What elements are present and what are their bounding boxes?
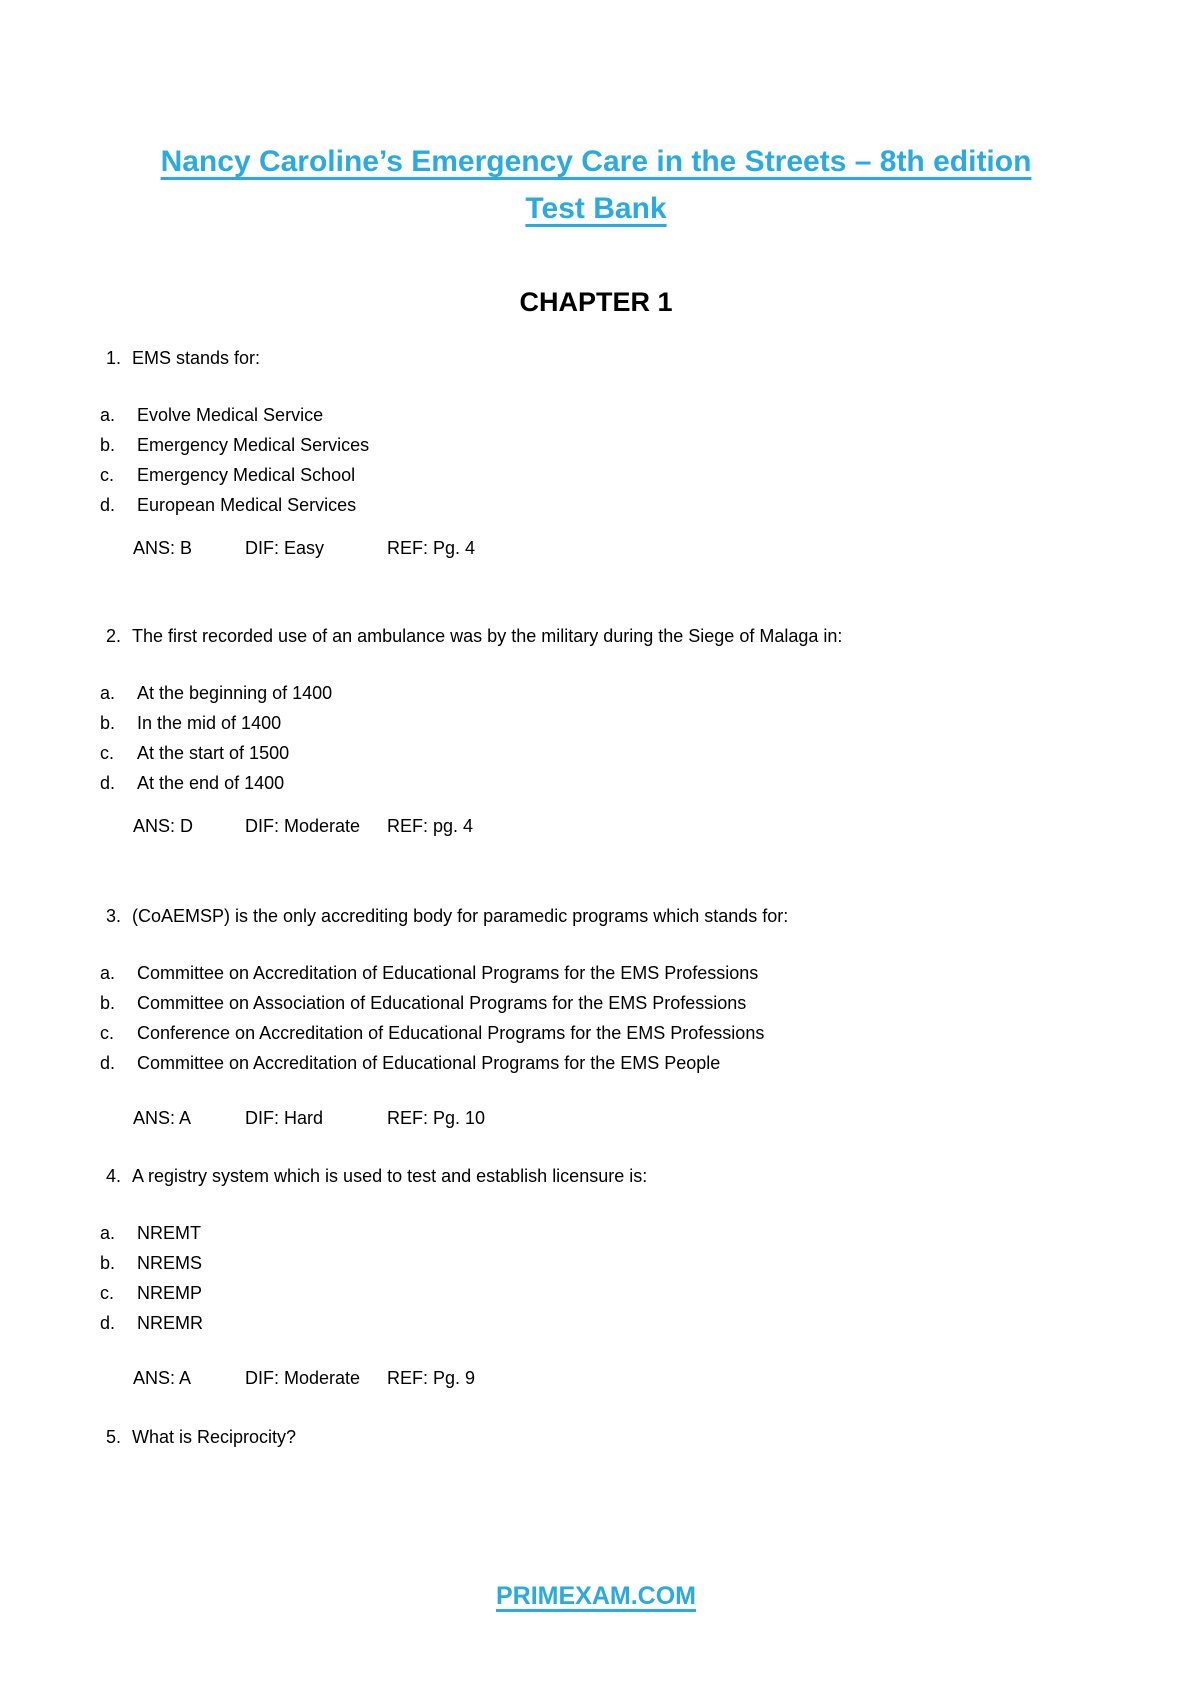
option-row bbox=[0, 708, 1192, 738]
option-letter: b. bbox=[100, 1253, 116, 1273]
option-text: NREMP bbox=[137, 1283, 203, 1303]
option-row bbox=[0, 988, 1192, 1018]
answer-ref: REF: Pg. 9 bbox=[387, 1368, 476, 1388]
option-text: NREMR bbox=[137, 1313, 203, 1333]
option-letter: d. bbox=[100, 1313, 116, 1333]
option-row bbox=[0, 1048, 1192, 1078]
question-text-body: (CoAEMSP) is the only accrediting body for paramedic programs which stands for: bbox=[132, 906, 789, 926]
answer-line bbox=[0, 1106, 1192, 1130]
option-row bbox=[0, 1218, 1192, 1248]
question-text bbox=[0, 1425, 1192, 1449]
option-text: Emergency Medical Services bbox=[137, 435, 370, 455]
option-letter: d. bbox=[100, 495, 116, 515]
question-1 bbox=[0, 346, 1192, 560]
option-row bbox=[0, 400, 1192, 430]
options-list bbox=[0, 958, 1192, 1078]
question-text-body: What is Reciprocity? bbox=[132, 1427, 297, 1447]
option-letter: b. bbox=[100, 435, 116, 455]
answer-ref: REF: Pg. 10 bbox=[387, 1108, 486, 1128]
title-line-2: Test Bank bbox=[525, 192, 667, 225]
answer-ref: REF: pg. 4 bbox=[387, 816, 474, 836]
page-footer bbox=[0, 1582, 1192, 1611]
option-row bbox=[0, 1018, 1192, 1048]
option-row bbox=[0, 430, 1192, 460]
option-text: Committee on Accreditation of Educational Programs for the EMS People bbox=[137, 1053, 721, 1073]
option-text: Committee on Accreditation of Educational Programs for the EMS Professions bbox=[137, 963, 759, 983]
option-row bbox=[0, 958, 1192, 988]
answer-ans: ANS: A bbox=[133, 1368, 192, 1388]
question-number: 4. bbox=[106, 1166, 122, 1186]
answer-line bbox=[0, 536, 1192, 560]
question-2 bbox=[0, 624, 1192, 838]
option-letter: d. bbox=[100, 1053, 116, 1073]
option-row bbox=[0, 1248, 1192, 1278]
options-list bbox=[0, 678, 1192, 798]
option-letter: b. bbox=[100, 993, 116, 1013]
options-list bbox=[0, 1218, 1192, 1338]
option-text: NREMS bbox=[137, 1253, 203, 1273]
question-number: 2. bbox=[106, 626, 122, 646]
answer-ans: ANS: B bbox=[133, 538, 193, 558]
option-text: At the end of 1400 bbox=[137, 773, 285, 793]
option-letter: a. bbox=[100, 405, 116, 425]
options-list bbox=[0, 400, 1192, 520]
question-text bbox=[0, 1164, 1192, 1188]
answer-dif: DIF: Hard bbox=[245, 1108, 324, 1128]
answer-dif: DIF: Moderate bbox=[245, 816, 361, 836]
option-text: NREMT bbox=[137, 1223, 201, 1243]
answer-line bbox=[0, 1366, 1192, 1390]
option-text: In the mid of 1400 bbox=[137, 713, 282, 733]
option-letter: c. bbox=[100, 1283, 115, 1303]
option-text: Committee on Association of Educational Programs for the EMS Professions bbox=[137, 993, 747, 1013]
option-letter: a. bbox=[100, 963, 116, 983]
option-row bbox=[0, 738, 1192, 768]
option-text: Conference on Accreditation of Educational Programs for the EMS Professions bbox=[137, 1023, 765, 1043]
option-letter: c. bbox=[100, 1023, 115, 1043]
answer-dif: DIF: Moderate bbox=[245, 1368, 361, 1388]
option-row bbox=[0, 1308, 1192, 1338]
answer-line bbox=[0, 814, 1192, 838]
option-row bbox=[0, 678, 1192, 708]
option-text: Evolve Medical Service bbox=[137, 405, 324, 425]
footer-link[interactable]: PRIMEXAM.COM bbox=[496, 1582, 696, 1610]
question-text bbox=[0, 346, 1192, 370]
option-row bbox=[0, 460, 1192, 490]
answer-ans: ANS: A bbox=[133, 1108, 192, 1128]
option-letter: c. bbox=[100, 465, 115, 485]
question-text bbox=[0, 904, 1192, 928]
answer-ref: REF: Pg. 4 bbox=[387, 538, 476, 558]
question-text-body: EMS stands for: bbox=[132, 348, 261, 368]
option-text: European Medical Services bbox=[137, 495, 357, 515]
option-text: At the beginning of 1400 bbox=[137, 683, 333, 703]
option-letter: a. bbox=[100, 1223, 116, 1243]
chapter-heading: CHAPTER 1 bbox=[519, 287, 673, 317]
option-text: Emergency Medical School bbox=[137, 465, 356, 485]
option-row bbox=[0, 490, 1192, 520]
option-letter: d. bbox=[100, 773, 116, 793]
option-row bbox=[0, 768, 1192, 798]
title-line-1: Nancy Caroline’s Emergency Care in the Streets – 8th edition bbox=[160, 145, 1032, 178]
question-5 bbox=[0, 1425, 1192, 1449]
question-3 bbox=[0, 904, 1192, 1130]
question-number: 3. bbox=[106, 906, 122, 926]
option-letter: b. bbox=[100, 713, 116, 733]
option-letter: a. bbox=[100, 683, 116, 703]
question-text-body: A registry system which is used to test and establish licensure is: bbox=[132, 1166, 648, 1186]
document-title bbox=[0, 138, 1192, 232]
option-text: At the start of 1500 bbox=[137, 743, 290, 763]
question-4 bbox=[0, 1164, 1192, 1390]
question-number: 1. bbox=[106, 348, 122, 368]
answer-dif: DIF: Easy bbox=[245, 538, 325, 558]
option-row bbox=[0, 1278, 1192, 1308]
question-text bbox=[0, 624, 1192, 648]
question-number: 5. bbox=[106, 1427, 122, 1447]
option-letter: c. bbox=[100, 743, 115, 763]
answer-ans: ANS: D bbox=[133, 816, 194, 836]
question-text-body: The first recorded use of an ambulance was by the military during the Siege of Malaga in: bbox=[132, 626, 843, 646]
